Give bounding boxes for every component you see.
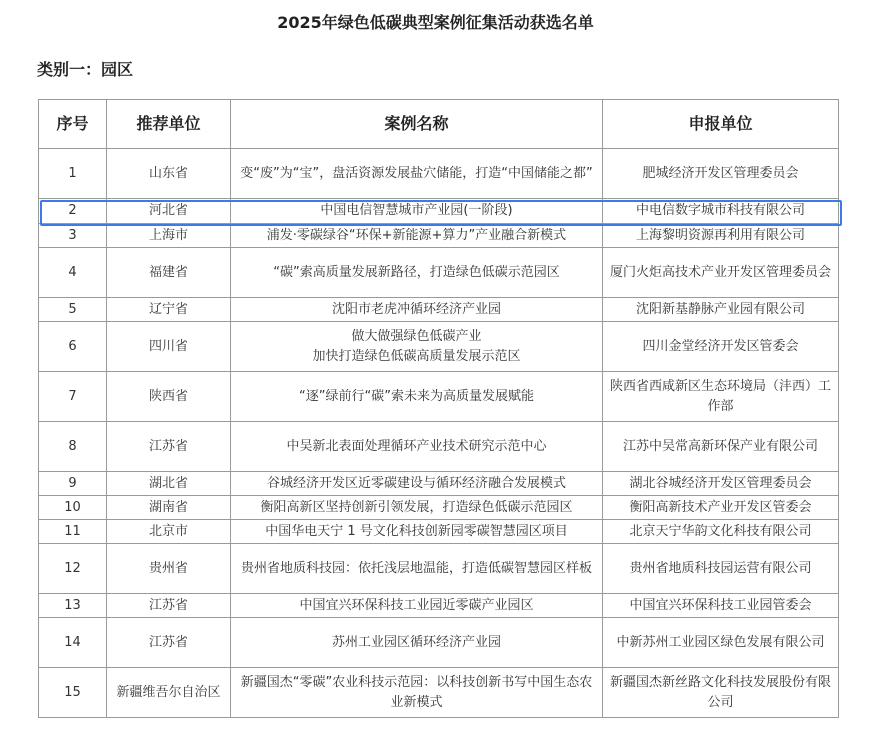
cell-case-name: 衡阳高新区坚持创新引领发展，打造绿色低碳示范园区 — [231, 496, 603, 520]
cell-recommender: 江苏省 — [107, 422, 231, 472]
cell-case-name: “碳”索高质量发展新路径，打造绿色低碳示范园区 — [231, 248, 603, 298]
table-row — [39, 544, 839, 594]
cell-recommender: 湖南省 — [107, 496, 231, 520]
cell-number: 9 — [39, 472, 107, 496]
cell-case-name: 中国宜兴环保科技工业园近零碳产业园区 — [231, 594, 603, 618]
cell-recommender: 河北省 — [107, 199, 231, 224]
table-row — [39, 496, 839, 520]
cell-recommender: 陕西省 — [107, 372, 231, 422]
cell-case-name: 苏州工业园区循环经济产业园 — [231, 618, 603, 668]
category-heading: 类别一：园区 — [37, 60, 134, 79]
cell-number: 14 — [39, 618, 107, 668]
cell-number: 8 — [39, 422, 107, 472]
cell-number: 15 — [39, 668, 107, 718]
cell-number: 13 — [39, 594, 107, 618]
cell-number: 2 — [39, 199, 107, 224]
table-row — [39, 422, 839, 472]
cell-recommender: 辽宁省 — [107, 298, 231, 322]
table-row — [39, 668, 839, 718]
cell-applicant: 北京天宁华韵文化科技有限公司 — [603, 520, 839, 544]
cell-recommender: 湖北省 — [107, 472, 231, 496]
cell-recommender: 四川省 — [107, 322, 231, 372]
cell-case-name: 谷城经济开发区近零碳建设与循环经济融合发展模式 — [231, 472, 603, 496]
cell-applicant: 中国宜兴环保科技工业园管委会 — [603, 594, 839, 618]
cell-number: 12 — [39, 544, 107, 594]
cell-recommender: 贵州省 — [107, 544, 231, 594]
winners-table — [38, 99, 839, 718]
table-row — [39, 322, 839, 372]
cell-number: 1 — [39, 149, 107, 199]
table-row — [39, 618, 839, 668]
cell-applicant: 中新苏州工业园区绿色发展有限公司 — [603, 618, 839, 668]
column-header-number: 序号 — [39, 100, 107, 149]
cell-applicant: 中电信数字城市科技有限公司 — [603, 199, 839, 224]
cell-applicant: 贵州省地质科技园运营有限公司 — [603, 544, 839, 594]
page-title: 2025年绿色低碳典型案例征集活动获选名单 — [277, 13, 594, 32]
table-row — [39, 298, 839, 322]
cell-case-name: 新疆国杰“零碳”农业科技示范园：以科技创新书写中国生态农业新模式 — [231, 668, 603, 718]
cell-applicant: 沈阳新基静脉产业园有限公司 — [603, 298, 839, 322]
table-row — [39, 248, 839, 298]
cell-case-name: 中吴新北表面处理循环产业技术研究示范中心 — [231, 422, 603, 472]
cell-case-name: 变“废”为“宝”，盘活资源发展盐穴储能，打造“中国储能之都” — [231, 149, 603, 199]
cell-applicant: 厦门火炬高技术产业开发区管理委员会 — [603, 248, 839, 298]
cell-number: 6 — [39, 322, 107, 372]
table-row — [39, 199, 839, 224]
cell-applicant: 湖北谷城经济开发区管理委员会 — [603, 472, 839, 496]
cell-case-name: 浦发·零碳绿谷“环保+新能源+算力”产业融合新模式 — [231, 224, 603, 248]
table-row — [39, 520, 839, 544]
table-row — [39, 224, 839, 248]
cell-case-name: 中国电信智慧城市产业园(一阶段) — [231, 199, 603, 224]
cell-recommender: 福建省 — [107, 248, 231, 298]
cell-applicant: 衡阳高新技术产业开发区管委会 — [603, 496, 839, 520]
cell-case-name: 贵州省地质科技园：依托浅层地温能，打造低碳智慧园区样板 — [231, 544, 603, 594]
column-header-applicant: 申报单位 — [603, 100, 839, 149]
column-header-recommender: 推荐单位 — [107, 100, 231, 149]
cell-applicant: 上海黎明资源再利用有限公司 — [603, 224, 839, 248]
cell-case-name: 沈阳市老虎冲循环经济产业园 — [231, 298, 603, 322]
cell-case-name: 做大做强绿色低碳产业 加快打造绿色低碳高质量发展示范区 — [231, 322, 603, 372]
cell-recommender: 新疆维吾尔自治区 — [107, 668, 231, 718]
cell-applicant: 江苏中吴常高新环保产业有限公司 — [603, 422, 839, 472]
cell-number: 5 — [39, 298, 107, 322]
cell-applicant: 四川金堂经济开发区管委会 — [603, 322, 839, 372]
cell-recommender: 江苏省 — [107, 618, 231, 668]
table-row — [39, 594, 839, 618]
cell-number: 3 — [39, 224, 107, 248]
cell-recommender: 上海市 — [107, 224, 231, 248]
cell-number: 4 — [39, 248, 107, 298]
cell-recommender: 北京市 — [107, 520, 231, 544]
cell-recommender: 江苏省 — [107, 594, 231, 618]
table-row — [39, 149, 839, 199]
table-header-row — [39, 100, 839, 149]
cell-applicant: 陕西省西咸新区生态环境局（沣西）工作部 — [603, 372, 839, 422]
column-header-case: 案例名称 — [231, 100, 603, 149]
table-row — [39, 372, 839, 422]
cell-number: 11 — [39, 520, 107, 544]
cell-applicant: 新疆国杰新丝路文化科技发展股份有限公司 — [603, 668, 839, 718]
cell-applicant: 肥城经济开发区管理委员会 — [603, 149, 839, 199]
cell-case-name: 中国华电天宁 1 号文化科技创新园零碳智慧园区项目 — [231, 520, 603, 544]
table-row — [39, 472, 839, 496]
cell-recommender: 山东省 — [107, 149, 231, 199]
cell-number: 10 — [39, 496, 107, 520]
cell-case-name: “逐”绿前行“碳”索未来为高质量发展赋能 — [231, 372, 603, 422]
cell-number: 7 — [39, 372, 107, 422]
